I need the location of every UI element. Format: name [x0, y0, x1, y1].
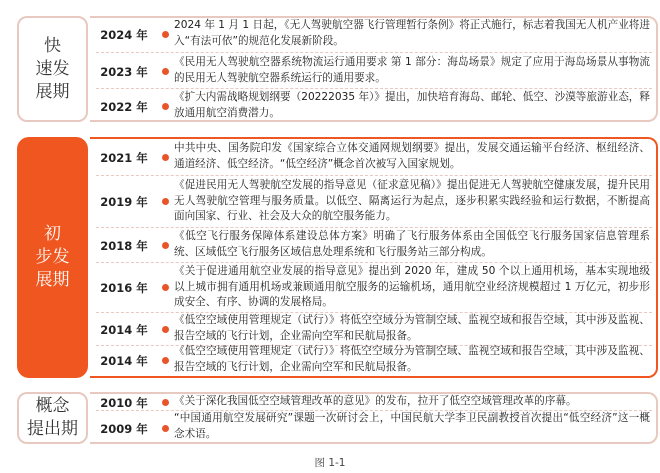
- phase-label-line: 展期: [35, 270, 70, 290]
- phase-label-line: 展期: [35, 81, 70, 102]
- divider: [96, 175, 652, 176]
- phase-label-concept: [17, 392, 88, 444]
- event-description: 《低空空域使用管理规定（试行）》将低空空域分为管制空域、监视空域和报告空域，其中涉及监视、报告空域的飞行计划，企业需向空军和民航局报备。: [174, 314, 650, 342]
- timeline-event: [96, 411, 656, 443]
- event-year: 2018 年: [100, 239, 148, 253]
- divider: [96, 227, 652, 228]
- phase-label-initial: [17, 137, 88, 378]
- event-description: 《民用无人驾驶航空器系统物流运行通用要求 第 1 部分：海岛场景》规定了应用于海岛场景从事物流的民用无人驾驶航空器系统运行的通用要求。: [174, 56, 650, 84]
- event-year: 2024 年: [100, 28, 148, 42]
- timeline-event: [96, 264, 656, 312]
- event-year: 2014 年: [100, 354, 148, 368]
- timeline-event: [96, 18, 656, 50]
- event-description: 中共中央、国务院印发《国家综合立体交通网规划纲要》提出，发展交通运输平台经济、枢纽经济、通道经济、低空经济。“低空经济”概念首次被写入国家规划。: [174, 142, 650, 170]
- phase-label-line: 提出期: [27, 419, 78, 439]
- timeline-event: [96, 178, 656, 226]
- event-year: 2021 年: [100, 151, 148, 165]
- timeline-event: [96, 229, 656, 261]
- event-description: “中国通用航空发展研究”课题一次研讨会上，中国民航大学李卫民副教授首次提出“低空经济”这一概念术语。: [174, 412, 650, 440]
- event-description: 《促进民用无人驾驶航空发展的指导意见（征求意见稿）》提出促进无人驾驶航空健康发展，提升民用无人驾驶航空管理与服务质量。以低空、隔离运行为起点，逐步积累实践经验和运行数据，不断提高面向国家、行业、社会及大众的航空服务能力。: [174, 179, 650, 222]
- figure-caption: 图 1-1: [314, 457, 346, 469]
- timeline-dot-icon: [162, 154, 169, 161]
- event-year: 2016 年: [100, 281, 148, 295]
- timeline-dot-icon: [162, 103, 169, 110]
- timeline-event: [96, 55, 656, 87]
- timeline-event: [96, 394, 656, 410]
- timeline-event: [96, 141, 656, 173]
- phase-label-line: 概念: [35, 396, 70, 416]
- timeline-event: [96, 90, 656, 122]
- timeline-event: [96, 344, 656, 376]
- event-description: 《低空空域使用管理规定（试行）》将低空空域分为管制空域、监视空域和报告空域，其中涉及监视、报告空域的飞行计划，企业需向空军和民航局报备。: [174, 345, 650, 373]
- event-year: 2014 年: [100, 323, 148, 337]
- event-year: 2009 年: [100, 422, 148, 436]
- phase-label-line: 初: [44, 224, 61, 244]
- phase-label-line: 步发: [35, 247, 70, 267]
- timeline-dot-icon: [162, 425, 169, 432]
- phase-label-line: 速发: [35, 58, 70, 79]
- event-description: 《扩大内需战略规划纲要（20222035 年）》提出，加快培育海岛、邮轮、低空、沙漠等旅游业态，释放通用航空消费潜力。: [174, 91, 650, 119]
- event-description: 《关于深化我国低空空域管理改革的意见》的发布，拉开了低空空域管理改革的序幕。: [174, 395, 577, 407]
- timeline-dot-icon: [162, 326, 169, 333]
- divider: [96, 52, 652, 53]
- timeline-dot-icon: [162, 357, 169, 364]
- phase-label-line: 快: [44, 35, 61, 56]
- event-year: 2019 年: [100, 195, 148, 209]
- timeline-dot-icon: [162, 399, 169, 406]
- divider: [96, 88, 652, 89]
- event-description: 《低空飞行服务保障体系建设总体方案》明确了飞行服务体系由全国低空飞行服务国家信息管理系统、区域低空飞行服务区域信息处理系统和飞行服务站三部分构成。: [174, 230, 650, 258]
- timeline-dot-icon: [162, 284, 169, 291]
- event-year: 2010 年: [100, 396, 148, 410]
- event-description: 《关于促进通用航空业发展的指导意见》提出到 2020 年，建成 50 个以上通用机场，基本实现地级以上城市拥有通用机场或兼顾通用航空服务的运输机场，通用航空业经济规模超过 1 万亿元，初步形成安全、有序、协调的发展格局。: [174, 265, 650, 308]
- divider: [96, 262, 652, 263]
- timeline-dot-icon: [162, 68, 169, 75]
- timeline-dot-icon: [162, 31, 169, 38]
- event-description: 2024 年 1 月 1 日起，《无人驾驶航空器飞行管理暂行条例》将正式施行，标志着我国无人机产业将进入“有法可依”的规范化发展新阶段。: [174, 19, 650, 47]
- phase-label-rapid: [17, 16, 88, 122]
- timeline-dot-icon: [162, 198, 169, 205]
- event-year: 2022 年: [100, 100, 148, 114]
- timeline-event: [96, 313, 656, 345]
- timeline-dot-icon: [162, 242, 169, 249]
- event-year: 2023 年: [100, 65, 148, 79]
